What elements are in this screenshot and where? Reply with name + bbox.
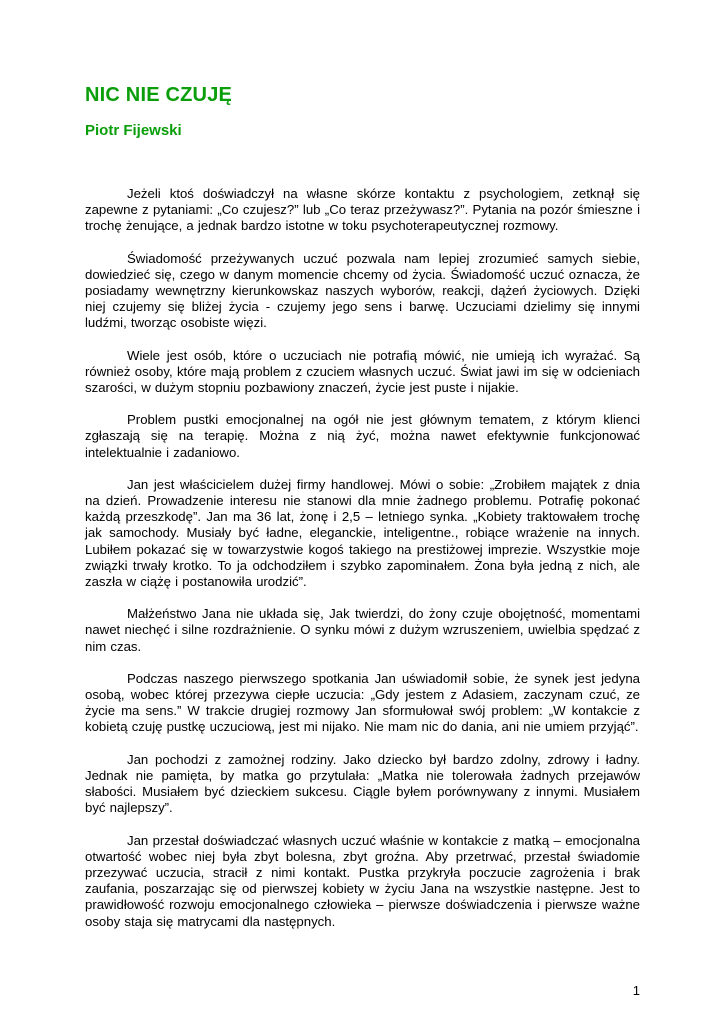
paragraph-7: Podczas naszego pierwszego spotkania Jan uświadomił sobie, że synek jest jedyna osobą, wobec której przezywa ciepłe uczucia: „Gdy jestem z Adasiem, zaczynam czuć, ze życie ma sens.” W trakcie drugiej rozmowy Jan sformułował swój problem: „W kontakcie z kobietą czuję pustkę uczuciową, jest mi nijako. Nie mam nic do dania, ani nie umiem przyjąć”.: [85, 670, 640, 735]
page-number: 1: [632, 983, 640, 998]
paragraph-2: Świadomość przeżywanych uczuć pozwala nam lepiej zrozumieć samych siebie, dowiedzieć się, czego w danym momencie chcemy od życia. Świadomość uczuć oznacza, że posiadamy wewnętrzny kierunkowskaz naszych wyborów, reakcji, dążeń życiowych. Dzięki niej czujemy się bliżej życia - czujemy jego sens i barwę. Uczuciami dzielimy się innymi ludźmi, tworząc osobiste więzi.: [85, 250, 640, 331]
document-content: [85, 84, 640, 946]
paragraph-3: Wiele jest osób, które o uczuciach nie potrafią mówić, nie umieją ich wyrażać. Są również osoby, które mają problem z czuciem własnych uczuć. Świat jawi im się w odcieniach szarości, w dużym stopniu pozbawiony znaczeń, życie jest puste i nijakie.: [85, 347, 640, 396]
paragraph-8: Jan pochodzi z zamożnej rodziny. Jako dziecko był bardzo zdolny, zdrowy i ładny. Jednak nie pamięta, by matka go przytulała: „Matka nie tolerowała żadnych przejawów słabości. Musiałem być dzieckiem sukcesu. Ciągle byłem porównywany z innymi. Musiałem być najlepszy”.: [85, 751, 640, 816]
document-body: [85, 186, 640, 930]
paragraph-9: Jan przestał doświadczać własnych uczuć właśnie w kontakcie z matką – emocjonalna otwartość wobec niej była zbyt bolesna, zbyt groźna. Aby przetrwać, przestał świadomie przezywać uczucia, stracił z nimi kontakt. Pustka przykryła poczucie zagrożenia i brak zaufania, poszarzając się od pierwszej kobiety w życiu Jana na wszystkie następne. Jest to prawidłowość rozwoju emocjonalnego człowieka – pierwsze doświadczenia i pierwsze ważne osoby staja się matrycami dla następnych.: [85, 832, 640, 929]
paragraph-4: Problem pustki emocjonalnej na ogół nie jest głównym tematem, z którym klienci zgłaszają się na terapię. Można z nią żyć, można nawet efektywnie funkcjonować intelektualnie i zadaniowo.: [85, 412, 640, 460]
document-title: NIC NIE CZUJĘ: [85, 84, 233, 106]
document-author: Piotr Fijewski: [85, 122, 182, 139]
paragraph-6: Małżeństwo Jana nie układa się, Jak twierdzi, do żony czuje obojętność, momentami nawet niechęć i silne rozdrażnienie. O synku mówi z dużym wzruszeniem, uwielbia spędzać z nim czas.: [85, 606, 640, 654]
paragraph-1: Jeżeli ktoś doświadczył na własne skórze kontaktu z psychologiem, zetknął się zapewne z pytaniami: „Co czujesz?” lub „Co teraz przeżywasz?”. Pytania na pozór śmieszne i trochę żenujące, a jednak bardzo istotne w toku psychoterapeutycznej rozmowy.: [85, 186, 640, 234]
paragraph-5: Jan jest właścicielem dużej firmy handlowej. Mówi o sobie: „Zrobiłem majątek z dnia na dzień. Prowadzenie interesu nie stanowi dla mnie żadnego problemu. Potrafię pokonać każdą przeszkodę”. Jan ma 36 lat, żonę i 2,5 – letniego synka. „Kobiety traktowałem trochę jak samochody. Musiały być ładne, eleganckie, inteligentne., robiące wrażenie na innych. Lubiłem pokazać się w towarzystwie kogoś takiego na prestiżowej imprezie. Wszystkie moje związki trwały krotko. To ja odchodziłem i szybko zapominałem. Żona była jedną z nich, ale zaszła w ciążę i postanowiła urodzić”.: [85, 476, 640, 590]
